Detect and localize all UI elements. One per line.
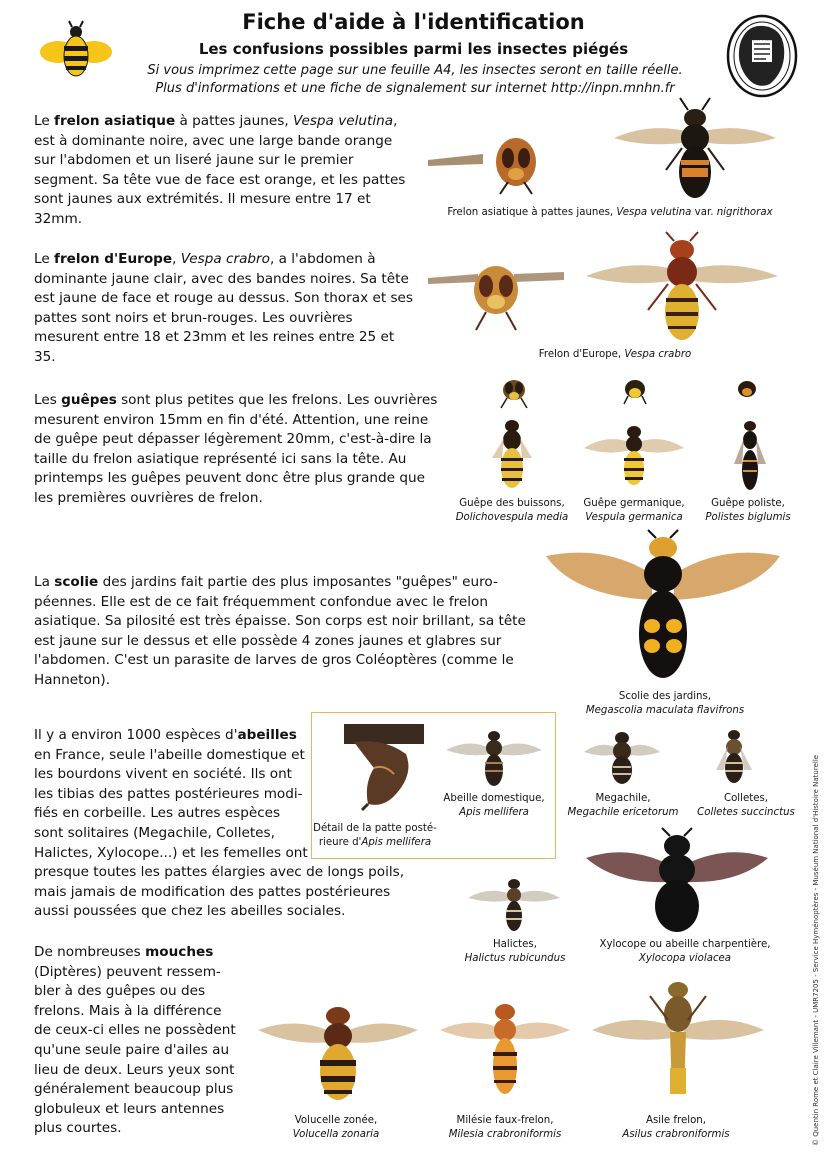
vespa-velutina-image <box>610 98 780 204</box>
apis-mellifera-image <box>444 728 544 788</box>
term-scolie: scolie <box>54 574 99 590</box>
vespula-head-image <box>618 376 652 404</box>
section-abeilles: Il y a environ 1000 espèces d'abeilles en France, seule l'abeille domestique et les bourdons vivent en société. Ils ont les tibias des pattes postérieures modi- fiés en corbeille. Les autres espèces sont solitaires (Megachile, Colletes, Halictes, Xylocope...) et les femelles ont presque toutes les pattes élargies avec de longs poils, mais jamais de modification des pattes postérieures aussi poussées que chez les abeilles sociales. <box>34 727 405 920</box>
caption-colletes: Colletes, Colletes succinctus <box>697 793 795 818</box>
colletes-image <box>714 728 754 786</box>
page-subtitle: Les confusions possibles parmi les insectes piégés <box>198 40 629 58</box>
polistes-biglumis-image <box>730 418 770 494</box>
volucella-zonaria-image <box>256 1002 420 1108</box>
page-title: Fiche d'aide à l'identification <box>242 10 585 34</box>
section-mouches: De nombreuses mouches (Diptères) peuvent ressem- bler à des guêpes ou des frelons. Mais à la différence de ceux-ci elles ne possèdent qu'une seule paire d'ailes au lieu de deux. Leurs yeux sont généralement beaucoup plus globuleux et leurs antennes plus courtes. <box>34 944 236 1137</box>
caption-apis-leg-detail: Détail de la patte posté- rieure d'Apis mellifera <box>313 823 437 848</box>
caption-vespa-velutina: Frelon asiatique à pattes jaunes, Vespa velutina var. nigrithorax <box>447 207 773 218</box>
caption-volucella-zonaria: Volucelle zonée, Volucella zonaria <box>292 1115 380 1140</box>
print-note-line1: Si vous imprimez cette page sur une feuille A4, les insectes seront en taille réelle. <box>147 63 683 78</box>
print-note <box>120 62 710 98</box>
caption-megachile: Megachile, Megachile ericetorum <box>567 793 679 818</box>
caption-vespa-crabro: Frelon d'Europe, Vespa crabro <box>538 349 692 360</box>
term-guepes: guêpes <box>61 392 117 408</box>
section-scolie: La scolie des jardins fait partie des plus imposantes "guêpes" euro- péennes. Elle est de ce fait fréquemment confondue avec le frelon asiatique. Sa pilosité est très épaisse. Son corps est noir brillant, sa tête est jaune sur le dessus et elle possède 4 zones jaunes et glabres sur l'abdomen. C'est un parasite de larves de gros Coléoptères (comme le Hanneton). <box>34 574 526 688</box>
xylocopa-violacea-image <box>582 828 772 936</box>
halictus-image <box>466 876 562 934</box>
mnhn-seal-icon <box>726 14 798 98</box>
term-frelon-europe: frelon d'Europe <box>54 251 173 267</box>
vespa-crabro-image <box>582 232 782 346</box>
section-frelon-asiatique: Le frelon asiatique à pattes jaunes, Vespa velutina, est à dominante noire, avec une large bande orange sur l'abdomen et un liseré jaune sur le premier segment. Sa tête vue de face est orange, et les pattes sont jaunes aux extrémités. Il mesure entre 17 et 32mm. <box>34 113 406 227</box>
credit-line: © Quentin Rome et Claire Villemant - UMR7205 - Service Hyménoptères - Muséum National d'Histoire Naturelle <box>812 754 820 1146</box>
term-abeilles: abeilles <box>237 727 297 743</box>
megachile-image <box>582 730 662 786</box>
caption-dolichovespula-media: Guêpe des buissons, Dolichovespula media <box>455 498 569 523</box>
vespa-velutina-head-image <box>428 130 548 194</box>
term-frelon-asiatique: frelon asiatique <box>54 113 176 129</box>
polistes-head-image <box>732 378 762 402</box>
caption-asilus-crabroniformis: Asile frelon, Asilus crabroniformis <box>622 1115 730 1140</box>
mnhn-seal-label <box>736 40 788 41</box>
caption-polistes-biglumis: Guêpe poliste, Polistes biglumis <box>705 498 791 523</box>
megascolia-image <box>544 530 782 686</box>
dolichovespula-media-image <box>490 418 534 492</box>
section-frelon-europe: Le frelon d'Europe, Vespa crabro, a l'abdomen à dominante jaune clair, avec des bandes noires. Sa tête est jaune de face et rouge au dessus. Son thorax et ses pattes sont noirs et brun-rouges. Les ouvrières mesurent entre 18 et 23mm et les reines entre 25 et 35. <box>34 251 413 365</box>
print-note-line2: Plus d'informations et une fiche de signalement sur internet http://inpn.mnhn.fr <box>155 81 675 96</box>
caption-megascolia: Scolie des jardins, Megascolia maculata flavifrons <box>585 691 745 716</box>
term-mouches: mouches <box>145 944 214 960</box>
section-guepes: Les guêpes sont plus petites que les frelons. Les ouvrières mesurent environ 15mm en fin d'été. Attention, une reine de guêpe peut dépasser légèrement 20mm, c'est-à-dire la taille du frelon asiatique représenté ici sans la tête. Au printemps les guêpes peuvent donc être plus grande que les premières ouvrières de frelon. <box>34 392 438 506</box>
milesia-crabroniformis-image <box>438 1000 572 1106</box>
dolichovespula-head-image <box>497 376 531 408</box>
caption-milesia-crabroniformis: Milésie faux-frelon, Milesia crabroniformis <box>448 1115 562 1140</box>
caption-apis-mellifera: Abeille domestique, Apis mellifera <box>443 793 545 818</box>
asilus-crabroniformis-image <box>588 976 768 1110</box>
caption-vespula-germanica: Guêpe germanique, Vespula germanica <box>583 498 685 523</box>
vespa-crabro-head-image <box>428 262 564 332</box>
caption-halictus: Halictes, Halictus rubicundus <box>464 939 566 964</box>
caption-xylocopa-violacea: Xylocope ou abeille charpentière, Xylocopa violacea <box>599 939 771 964</box>
bee-icon <box>38 20 114 80</box>
apis-leg-detail-image <box>344 724 424 810</box>
vespula-germanica-image <box>582 424 686 488</box>
